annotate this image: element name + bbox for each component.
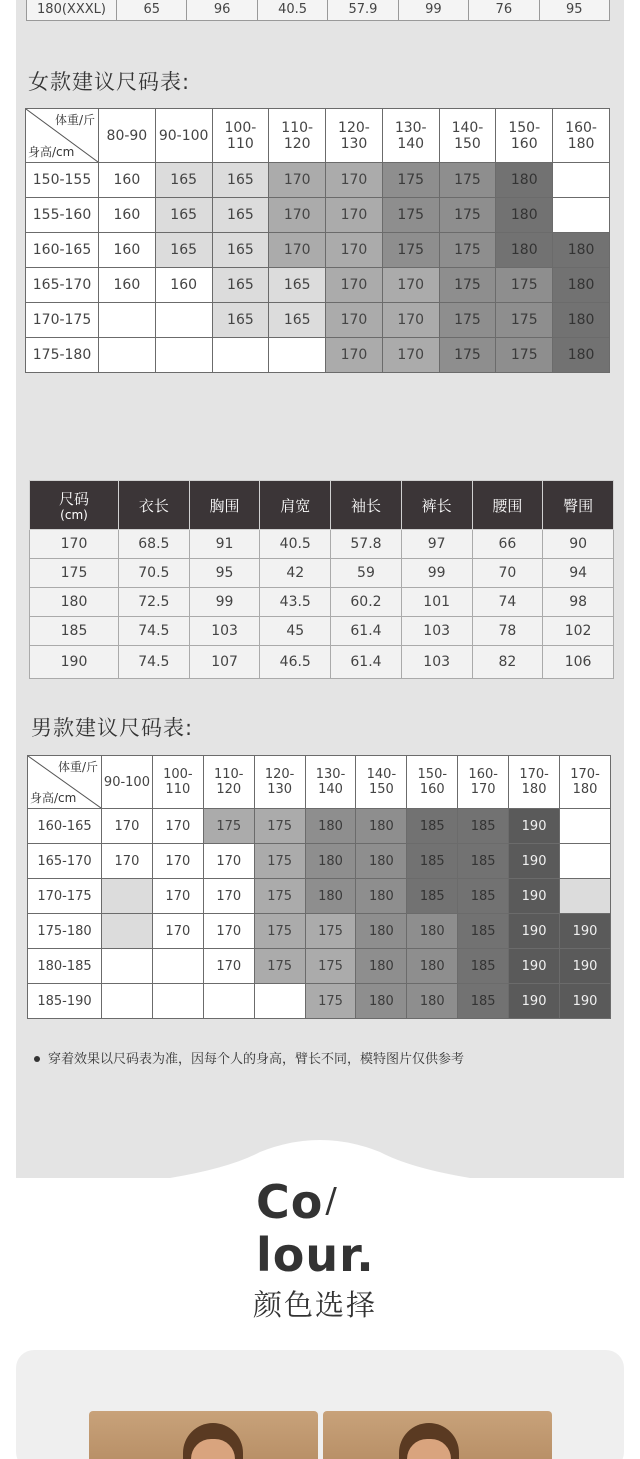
column-header-label: 尺码 <box>58 490 89 508</box>
column-header <box>472 481 543 530</box>
table-cell: 99 <box>189 588 260 617</box>
size-cell <box>560 879 611 914</box>
table-cell: 59 <box>331 559 402 588</box>
size-cell: 170 <box>382 268 439 303</box>
size-cell: 175 <box>254 844 305 879</box>
column-header-label: 肩宽 <box>280 496 311 515</box>
column-header <box>260 481 331 530</box>
size-cell <box>102 914 153 949</box>
size-cell: 170 <box>382 303 439 338</box>
women-size-title: 女款建议尺码表: <box>28 70 191 94</box>
size-cell: 170 <box>326 268 383 303</box>
weight-header: 110-120 <box>203 756 254 809</box>
table-cell: 60.2 <box>331 588 402 617</box>
table-cell: 82 <box>472 646 543 679</box>
size-cell: 180 <box>356 984 407 1019</box>
size-cell: 165 <box>212 198 269 233</box>
table-row <box>28 879 611 914</box>
table-cell: 99 <box>401 559 472 588</box>
corner-cell <box>28 756 102 809</box>
size-cell: 175 <box>382 233 439 268</box>
size-cell: 185 <box>407 844 458 879</box>
size-cell: 190 <box>560 984 611 1019</box>
size-cell: 190 <box>509 809 560 844</box>
size-cell: 170 <box>326 163 383 198</box>
table-cell: 95 <box>189 559 260 588</box>
size-cell <box>99 338 156 373</box>
table-row <box>28 809 611 844</box>
weight-header: 130-140 <box>382 109 439 163</box>
size-cell: 180 <box>356 879 407 914</box>
size-cell: 190 <box>509 879 560 914</box>
size-cell <box>102 984 153 1019</box>
size-cell: 165 <box>212 303 269 338</box>
table-row <box>28 914 611 949</box>
table-cell: 103 <box>401 617 472 646</box>
size-cell: 170 <box>152 844 203 879</box>
table-cell: 61.4 <box>331 646 402 679</box>
size-cell: 175 <box>439 198 496 233</box>
table-cell: 61.4 <box>331 617 402 646</box>
women-size-grid <box>25 108 610 373</box>
size-cell <box>269 338 326 373</box>
height-header: 155-160 <box>26 198 99 233</box>
table-cell: 65 <box>117 0 187 20</box>
size-cell: 185 <box>458 984 509 1019</box>
size-cell: 180 <box>407 914 458 949</box>
weight-header: 130-140 <box>305 756 356 809</box>
size-cell: 180 <box>356 949 407 984</box>
size-cell: 170 <box>152 879 203 914</box>
corner-cell <box>26 109 99 163</box>
size-cell: 170 <box>102 844 153 879</box>
corner-height-label: 身高/cm <box>30 791 77 805</box>
size-cell: 175 <box>254 949 305 984</box>
size-cell: 175 <box>496 338 553 373</box>
colour-heading-line2: lour. <box>256 1228 375 1282</box>
height-header: 175-180 <box>28 914 102 949</box>
table-cell: 76 <box>469 0 539 20</box>
slash-mark: / <box>325 1181 338 1221</box>
size-note <box>34 1048 464 1067</box>
size-cell: 180 <box>553 233 610 268</box>
height-header: 185-190 <box>28 984 102 1019</box>
table-cell: 99 <box>398 0 468 20</box>
size-cell: 170 <box>326 303 383 338</box>
corner-weight-label: 体重/斤 <box>54 113 95 127</box>
header-row <box>28 756 611 809</box>
size-cell: 175 <box>254 809 305 844</box>
size-cell: 170 <box>326 233 383 268</box>
size-cell: 185 <box>458 844 509 879</box>
size-cell: 175 <box>382 163 439 198</box>
table-cell: 70.5 <box>119 559 190 588</box>
size-cell: 175 <box>439 338 496 373</box>
weight-header: 150-160 <box>496 109 553 163</box>
height-header: 165-170 <box>28 844 102 879</box>
size-cell: 165 <box>212 233 269 268</box>
table-cell: 107 <box>189 646 260 679</box>
corner-weight-label: 体重/斤 <box>57 760 98 774</box>
height-header: 170-175 <box>28 879 102 914</box>
column-header <box>119 481 190 530</box>
size-cell: 185 <box>407 879 458 914</box>
table-row <box>28 949 611 984</box>
table-row <box>26 303 610 338</box>
size-cell: 165 <box>212 268 269 303</box>
size-cell: 190 <box>509 844 560 879</box>
size-cell: 180 <box>356 914 407 949</box>
size-cell: 180 <box>496 198 553 233</box>
weight-header: 80-90 <box>99 109 156 163</box>
size-cell: 165 <box>212 163 269 198</box>
size-cell: 190 <box>509 984 560 1019</box>
height-header: 160-165 <box>28 809 102 844</box>
size-cell <box>155 338 212 373</box>
size-cell: 165 <box>269 303 326 338</box>
table-cell: 42 <box>260 559 331 588</box>
colour-heading <box>256 1175 375 1282</box>
size-cell: 165 <box>269 268 326 303</box>
size-cell: 180 <box>407 984 458 1019</box>
size-cell <box>99 303 156 338</box>
size-cell: 175 <box>496 303 553 338</box>
size-cell: 170 <box>152 809 203 844</box>
size-cell: 160 <box>99 233 156 268</box>
table-cell: 98 <box>543 588 614 617</box>
size-cell: 180 <box>553 303 610 338</box>
table-row <box>28 984 611 1019</box>
colour-subtitle: 颜色选择 <box>253 1288 378 1322</box>
table-row <box>26 198 610 233</box>
table-row <box>26 268 610 303</box>
size-cell: 180 <box>496 233 553 268</box>
size-cell: 175 <box>254 914 305 949</box>
size-cell <box>102 949 153 984</box>
size-cell: 165 <box>155 233 212 268</box>
table-cell: 46.5 <box>260 646 331 679</box>
size-cell: 170 <box>326 338 383 373</box>
table-cell: 103 <box>189 617 260 646</box>
column-header <box>189 481 260 530</box>
size-cell: 170 <box>152 914 203 949</box>
table-cell: 185 <box>30 617 119 646</box>
model-photo <box>89 1411 318 1459</box>
size-cell: 175 <box>439 163 496 198</box>
size-cell: 170 <box>203 879 254 914</box>
table-cell: 78 <box>472 617 543 646</box>
size-cell <box>212 338 269 373</box>
table-cell: 72.5 <box>119 588 190 617</box>
column-header <box>401 481 472 530</box>
table-cell: 40.5 <box>260 530 331 559</box>
size-cell: 175 <box>439 303 496 338</box>
size-cell: 175 <box>439 268 496 303</box>
bullet-icon <box>34 1056 40 1062</box>
table-cell: 66 <box>472 530 543 559</box>
table-cell: 74.5 <box>119 646 190 679</box>
size-cell: 170 <box>203 949 254 984</box>
column-header-label: 胸围 <box>209 496 240 515</box>
height-header: 175-180 <box>26 338 99 373</box>
size-cell <box>553 198 610 233</box>
height-header: 180-185 <box>28 949 102 984</box>
weight-header: 120-130 <box>254 756 305 809</box>
size-cell: 175 <box>382 198 439 233</box>
table-cell: 74 <box>472 588 543 617</box>
table-cell: 190 <box>30 646 119 679</box>
size-cell: 170 <box>269 233 326 268</box>
size-cell: 185 <box>458 809 509 844</box>
size-cell: 180 <box>305 879 356 914</box>
size-cell: 190 <box>560 949 611 984</box>
table-cell: 68.5 <box>119 530 190 559</box>
table-row <box>30 617 614 646</box>
size-cell: 170 <box>102 809 153 844</box>
size-cell: 175 <box>254 879 305 914</box>
header-row <box>30 481 614 530</box>
size-cell: 190 <box>560 914 611 949</box>
size-cell: 165 <box>155 198 212 233</box>
column-header-label: 袖长 <box>350 496 381 515</box>
size-cell: 175 <box>305 984 356 1019</box>
column-header-label: 臀围 <box>563 496 594 515</box>
table-cell: 101 <box>401 588 472 617</box>
weight-header: 160-170 <box>458 756 509 809</box>
size-cell <box>254 984 305 1019</box>
size-cell: 180 <box>356 809 407 844</box>
table-cell: 70 <box>472 559 543 588</box>
weight-header: 170-180 <box>560 756 611 809</box>
size-cell: 180 <box>407 949 458 984</box>
size-cell: 170 <box>326 198 383 233</box>
column-header-label: 腰围 <box>492 496 523 515</box>
weight-header: 90-100 <box>155 109 212 163</box>
size-cell: 185 <box>458 949 509 984</box>
size-cell <box>102 879 153 914</box>
size-cell: 180 <box>553 268 610 303</box>
table-cell: 45 <box>260 617 331 646</box>
weight-header: 100-110 <box>212 109 269 163</box>
size-cell: 175 <box>305 914 356 949</box>
weight-header: 160-180 <box>553 109 610 163</box>
size-cell: 170 <box>203 914 254 949</box>
table-cell: 40.5 <box>257 0 327 20</box>
size-cell <box>152 949 203 984</box>
table-cell: 94 <box>543 559 614 588</box>
table-cell: 91 <box>189 530 260 559</box>
table-row <box>26 163 610 198</box>
table-row <box>26 338 610 373</box>
column-header-label: 衣长 <box>138 496 169 515</box>
weight-header: 140-150 <box>439 109 496 163</box>
size-cell: 160 <box>99 163 156 198</box>
size-cell: 190 <box>509 914 560 949</box>
measurement-table <box>29 480 614 679</box>
table-cell: 180 <box>30 588 119 617</box>
weight-header: 150-160 <box>407 756 458 809</box>
table-cell: 90 <box>543 530 614 559</box>
table-cell: 102 <box>543 617 614 646</box>
size-cell: 175 <box>439 233 496 268</box>
colour-heading-line1: Co <box>256 1175 324 1229</box>
size-cell: 185 <box>407 809 458 844</box>
size-cell: 180 <box>356 844 407 879</box>
corner-height-label: 身高/cm <box>28 145 75 159</box>
size-cell <box>560 809 611 844</box>
size-cell: 185 <box>458 914 509 949</box>
table-cell: 74.5 <box>119 617 190 646</box>
size-cell <box>203 984 254 1019</box>
size-cell: 160 <box>99 198 156 233</box>
height-header: 150-155 <box>26 163 99 198</box>
size-cell <box>560 844 611 879</box>
men-size-title: 男款建议尺码表: <box>31 716 194 740</box>
table-cell: 97 <box>401 530 472 559</box>
size-cell: 180 <box>496 163 553 198</box>
weight-header: 120-130 <box>326 109 383 163</box>
size-cell: 170 <box>382 338 439 373</box>
table-row <box>30 646 614 679</box>
height-header: 165-170 <box>26 268 99 303</box>
size-cell: 175 <box>305 949 356 984</box>
table-row <box>26 233 610 268</box>
size-cell <box>155 303 212 338</box>
size-cell: 185 <box>458 879 509 914</box>
size-cell: 160 <box>99 268 156 303</box>
table-row <box>30 559 614 588</box>
table-cell: 170 <box>30 530 119 559</box>
column-header <box>543 481 614 530</box>
table-cell: 103 <box>401 646 472 679</box>
table-cell: 106 <box>543 646 614 679</box>
size-cell <box>152 984 203 1019</box>
weight-header: 140-150 <box>356 756 407 809</box>
size-cell: 175 <box>203 809 254 844</box>
weight-header: 170-180 <box>509 756 560 809</box>
size-cell: 180 <box>305 809 356 844</box>
header-row <box>26 109 610 163</box>
table-cell: 57.9 <box>328 0 398 20</box>
column-header-unit: (cm) <box>60 508 88 522</box>
table-cell: 57.8 <box>331 530 402 559</box>
table-cell: 175 <box>30 559 119 588</box>
measure-table-partial <box>26 0 610 21</box>
size-cell: 190 <box>509 949 560 984</box>
weight-header: 90-100 <box>102 756 153 809</box>
note-text: 穿着效果以尺码表为准，因每个人的身高，臂长不同，模特图片仅供参考 <box>48 1052 465 1067</box>
table-cell: 180(XXXL) <box>27 0 117 20</box>
table-row <box>27 0 610 20</box>
model-photo <box>323 1411 552 1459</box>
table-cell: 96 <box>187 0 257 20</box>
table-row <box>30 588 614 617</box>
size-cell: 175 <box>496 268 553 303</box>
men-size-grid <box>27 755 611 1019</box>
column-header <box>30 481 119 530</box>
size-cell: 180 <box>305 844 356 879</box>
table-row <box>28 844 611 879</box>
size-cell: 180 <box>553 338 610 373</box>
weight-header: 110-120 <box>269 109 326 163</box>
table-row <box>30 530 614 559</box>
size-cell: 170 <box>203 844 254 879</box>
height-header: 160-165 <box>26 233 99 268</box>
size-cell: 160 <box>155 268 212 303</box>
height-header: 170-175 <box>26 303 99 338</box>
size-cell: 170 <box>269 163 326 198</box>
size-cell: 165 <box>155 163 212 198</box>
column-header <box>331 481 402 530</box>
weight-header: 100-110 <box>152 756 203 809</box>
table-cell: 43.5 <box>260 588 331 617</box>
size-cell: 170 <box>269 198 326 233</box>
column-header-label: 裤长 <box>421 496 452 515</box>
table-cell: 95 <box>539 0 609 20</box>
size-cell <box>553 163 610 198</box>
